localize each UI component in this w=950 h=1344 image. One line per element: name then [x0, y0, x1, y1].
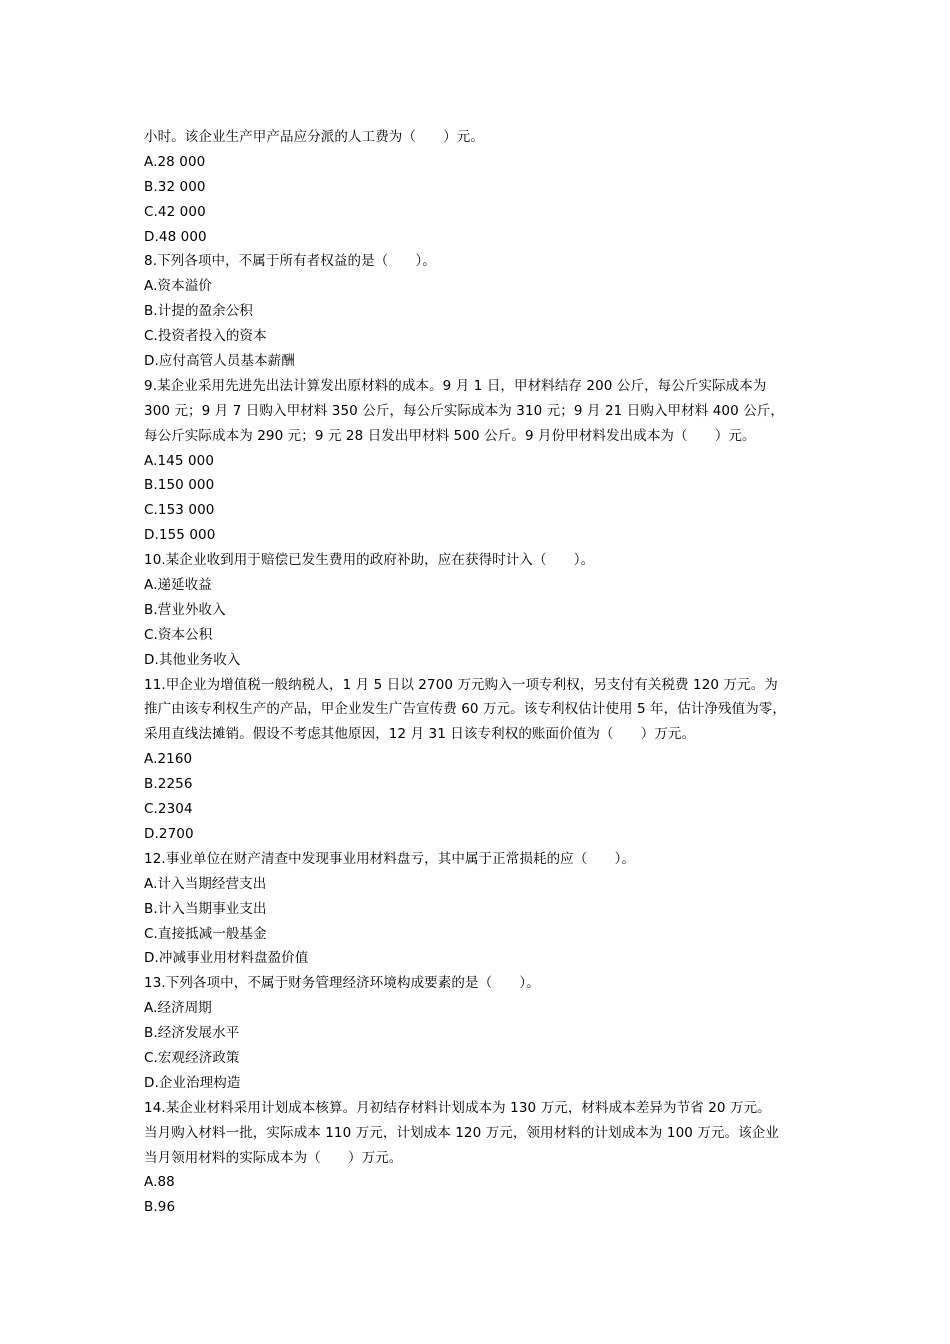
question-11-cont: 采用直线法摊销。假设不考虑其他原因，12 月 31 日该专利权的账面价值为（ ）万元。: [144, 726, 696, 743]
option-a: A.递延收益: [144, 577, 212, 594]
question-12: 12.事业单位在财产清查中发现事业用材料盘亏，其中属于正常损耗的应（ ）。: [144, 850, 636, 867]
question-10: 10.某企业收到用于赔偿已发生费用的政府补助，应在获得时计入（ ）。: [144, 552, 595, 569]
option-a: A.145 000: [144, 452, 215, 469]
option-c: C.153 000: [144, 502, 215, 519]
question-14-cont: 当月领用材料的实际成本为（ ）万元。: [144, 1149, 403, 1166]
option-d: D.企业治理构造: [144, 1074, 241, 1091]
option-b: B.96: [144, 1199, 176, 1216]
question-11: 11.甲企业为增值税一般纳税人，1 月 5 日以 2700 万元购入一项专利权，另支付有关税费 120 万元。为: [144, 676, 778, 693]
option-d: D.冲减事业用材料盘盈价值: [144, 950, 309, 967]
question-9-cont: 每公斤实际成本为 290 元；9 元 28 日发出甲材料 500 公斤。9 月份甲材料发出成本为（ ）元。: [144, 427, 756, 444]
question-9: 9.某企业采用先进先出法计算发出原材料的成本。9 月 1 日，甲材料结存 200 公斤，每公斤实际成本为: [144, 377, 767, 394]
option-a: A.28 000: [144, 153, 206, 170]
option-c: C.资本公积: [144, 626, 213, 643]
document-page: [144, 125, 824, 1220]
option-d: D.2700: [144, 825, 194, 842]
text-line: 小时。该企业生产甲产品应分派的人工费为（ ）元。: [144, 129, 484, 145]
option-a: A.88: [144, 1174, 175, 1191]
option-b: B.32 000: [144, 178, 206, 195]
option-c: C.42 000: [144, 203, 206, 220]
option-a: A.资本溢价: [144, 278, 212, 295]
option-b: B.2256: [144, 776, 193, 793]
option-c: C.2304: [144, 801, 193, 818]
option-c: C.投资者投入的资本: [144, 328, 267, 345]
question-14-cont: 当月购入材料一批，实际成本 110 万元，计划成本 120 万元，领用材料的计划成本为 100 万元。该企业: [144, 1124, 779, 1141]
option-c: C.宏观经济政策: [144, 1049, 240, 1066]
option-b: B.150 000: [144, 477, 215, 494]
option-d: D.其他业务收入: [144, 651, 241, 668]
option-c: C.直接抵减一般基金: [144, 925, 267, 942]
option-b: B.计提的盈余公积: [144, 303, 253, 320]
question-14: 14.某企业材料采用计划成本核算。月初结存材料计划成本为 130 万元，材料成本差异为节省 20 万元。: [144, 1099, 771, 1116]
question-9-cont: 300 元；9 月 7 日购入甲材料 350 公斤，每公斤实际成本为 310 元；9 月 21 日购入甲材料 400 公斤，: [144, 402, 784, 419]
question-11-cont: 推广由该专利权生产的产品，甲企业发生广告宣传费 60 万元。该专利权估计使用 5 年，估计净残值为零，: [144, 701, 787, 718]
option-d: D.155 000: [144, 527, 216, 544]
option-d: D.应付高管人员基本薪酬: [144, 353, 295, 370]
option-a: A.经济周期: [144, 1000, 212, 1017]
option-d: D.48 000: [144, 228, 207, 245]
question-13: 13.下列各项中，不属于财务管理经济环境构成要素的是（ ）。: [144, 975, 540, 992]
option-b: B.营业外收入: [144, 601, 226, 618]
option-a: A.2160: [144, 751, 193, 768]
option-b: B.经济发展水平: [144, 1025, 240, 1042]
option-a: A.计入当期经营支出: [144, 875, 267, 892]
question-8: 8.下列各项中，不属于所有者权益的是（ ）。: [144, 253, 436, 270]
option-b: B.计入当期事业支出: [144, 900, 267, 917]
